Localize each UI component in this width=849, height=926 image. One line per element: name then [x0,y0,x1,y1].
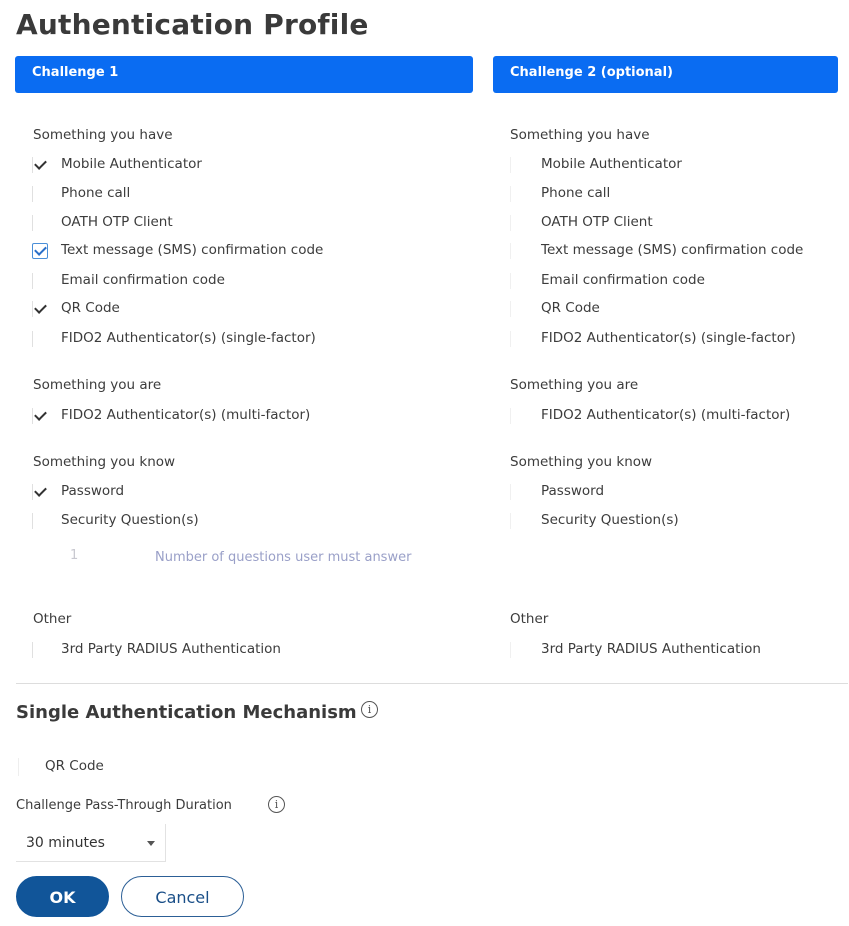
c1-checkbox-phone-call[interactable] [32,186,48,202]
option-label: Mobile Authenticator [541,156,682,172]
c2-option-mobile-authenticator[interactable] [493,155,838,177]
option-label: OATH OTP Client [541,214,653,230]
c2-other-title: Other [510,611,549,627]
c2-checkbox-security-questions[interactable] [510,513,526,529]
c1-option-fido2-single[interactable] [15,329,473,351]
questions-count-input[interactable]: 1 [70,548,79,563]
option-label: 3rd Party RADIUS Authentication [61,641,281,657]
c1-checkbox-qr-code[interactable] [32,301,48,317]
single-auth-value: QR Code [45,758,104,774]
c2-checkbox-phone-call[interactable] [510,186,526,202]
option-label: FIDO2 Authenticator(s) (multi-factor) [541,407,791,423]
c2-checkbox-qr-code[interactable] [510,301,526,317]
c1-option-qr-code[interactable] [15,299,473,321]
c1-option-sms[interactable] [15,241,473,263]
chevron-down-icon [147,841,155,846]
c2-option-password[interactable] [493,482,838,504]
c1-are-title: Something you are [33,377,162,393]
info-icon[interactable]: i [268,796,285,813]
option-label: Text message (SMS) confirmation code [541,242,804,258]
pass-through-duration-select[interactable] [16,824,166,862]
c1-option-password[interactable] [15,482,473,504]
c2-checkbox-email[interactable] [510,273,526,289]
option-label: Mobile Authenticator [61,156,202,172]
c2-option-fido2-multi[interactable] [493,406,838,428]
c1-checkbox-sms[interactable] [32,243,48,259]
pass-through-label: Challenge Pass-Through Duration [16,798,232,813]
c2-checkbox-fido2-multi[interactable] [510,408,526,424]
option-label: FIDO2 Authenticator(s) (single-factor) [541,330,796,346]
c2-checkbox-radius[interactable] [510,642,526,658]
c2-checkbox-sms[interactable] [510,243,526,259]
c2-option-phone-call[interactable] [493,184,838,206]
c2-option-oath-otp[interactable] [493,213,838,235]
c1-checkbox-fido2-multi[interactable] [32,408,48,424]
c1-option-email[interactable] [15,271,473,293]
option-label: FIDO2 Authenticator(s) (multi-factor) [61,407,311,423]
option-label: OATH OTP Client [61,214,173,230]
option-label: Email confirmation code [541,272,705,288]
single-auth-title: Single Authentication Mechanism [16,702,357,723]
c2-option-email[interactable] [493,271,838,293]
c1-checkbox-password[interactable] [32,484,48,500]
c2-know-title: Something you know [510,454,653,470]
page-title: Authentication Profile [16,8,369,41]
c2-option-fido2-single[interactable] [493,329,838,351]
c1-checkbox-security-questions[interactable] [32,513,48,529]
option-label: Security Question(s) [541,512,679,528]
c1-checkbox-radius[interactable] [32,642,48,658]
c2-option-sms[interactable] [493,241,838,263]
questions-count-label: Number of questions user must answer [155,550,412,565]
c1-option-mobile-authenticator[interactable] [15,155,473,177]
c2-option-radius[interactable] [493,640,838,662]
c1-know-title: Something you know [33,454,176,470]
c2-option-security-questions[interactable] [493,511,838,533]
pass-through-selected-value: 30 minutes [26,835,105,851]
ok-button[interactable]: OK [16,876,109,917]
single-auth-checkbox[interactable] [18,758,32,776]
challenge-2-header: Challenge 2 (optional) [493,56,838,93]
c1-option-fido2-multi[interactable] [15,406,473,428]
option-label: Password [61,483,125,499]
challenge-1-header: Challenge 1 [15,56,473,93]
c1-option-oath-otp[interactable] [15,213,473,235]
challenge-2-column [493,56,838,657]
c1-have-title: Something you have [33,127,173,143]
info-icon[interactable]: i [361,701,378,718]
c2-checkbox-password[interactable] [510,484,526,500]
option-label: 3rd Party RADIUS Authentication [541,641,761,657]
section-divider [16,683,848,684]
option-label: QR Code [541,300,600,316]
challenge-1-column [15,56,473,657]
c1-checkbox-fido2-single[interactable] [32,331,48,347]
option-label: Text message (SMS) confirmation code [61,242,324,258]
option-label: Security Question(s) [61,512,199,528]
c1-checkbox-oath-otp[interactable] [32,215,48,231]
option-label: QR Code [61,300,120,316]
c2-checkbox-fido2-single[interactable] [510,331,526,347]
c2-option-qr-code[interactable] [493,299,838,321]
option-label: Email confirmation code [61,272,225,288]
cancel-button[interactable]: Cancel [121,876,244,917]
c1-option-security-questions[interactable] [15,511,473,533]
c1-checkbox-email[interactable] [32,273,48,289]
c1-other-title: Other [33,611,72,627]
option-label: FIDO2 Authenticator(s) (single-factor) [61,330,316,346]
c2-checkbox-mobile-authenticator[interactable] [510,157,526,173]
c1-option-radius[interactable] [15,640,473,662]
option-label: Phone call [61,185,131,201]
c2-have-title: Something you have [510,127,650,143]
c2-checkbox-oath-otp[interactable] [510,215,526,231]
option-label: Password [541,483,605,499]
c2-are-title: Something you are [510,377,639,393]
c1-option-phone-call[interactable] [15,184,473,206]
option-label: Phone call [541,185,611,201]
c1-checkbox-mobile-authenticator[interactable] [32,157,48,173]
